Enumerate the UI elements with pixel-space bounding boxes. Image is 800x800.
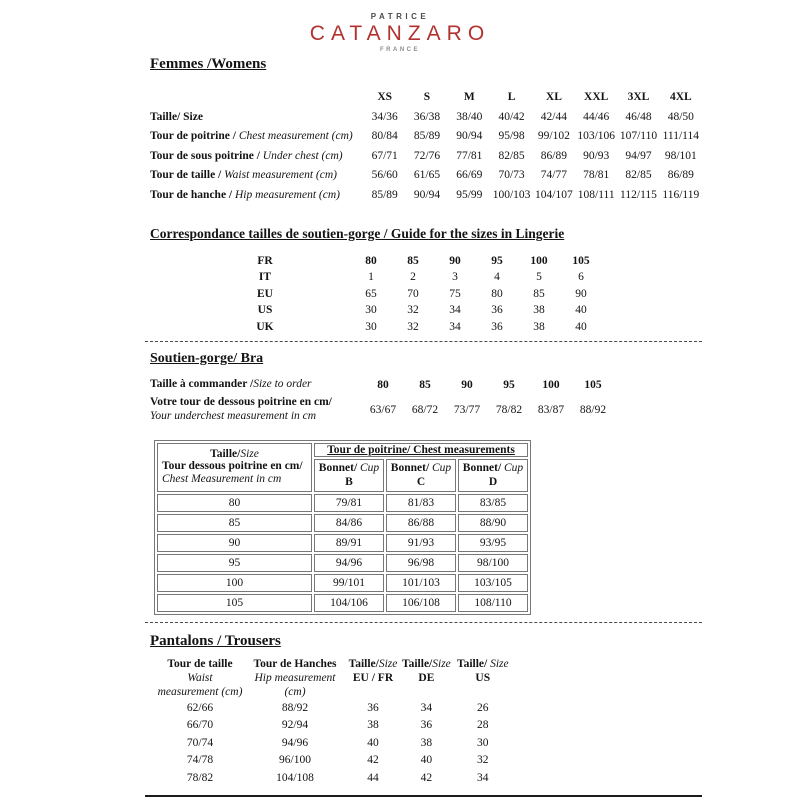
womens-size-column-header: 4XL	[669, 90, 692, 103]
bra-underchest-label: Votre tour de dessous poitrine en cm/ Your underchest measurement in cm	[150, 395, 332, 422]
cup-header-cup: Cup	[501, 462, 524, 474]
trousers-header-eu-fr: Taille/Size EU / FR	[348, 657, 398, 684]
trousers-table-cell: 34	[420, 701, 433, 714]
womens-table-cell: 116/119	[662, 188, 700, 201]
lingerie-table-cell: 36	[491, 320, 503, 333]
trousers-header-de: Taille/Size DE	[402, 657, 451, 684]
trousers-table-cell: 44	[367, 771, 379, 784]
womens-size-column-header: XL	[545, 90, 562, 103]
dashed-divider	[145, 622, 702, 623]
cup-header-cup: Cup	[357, 462, 380, 474]
cup-table-cell: 103/105	[458, 574, 528, 592]
cup-table-cell: 89/91	[314, 534, 384, 552]
lingerie-table-cell: 30	[365, 320, 377, 333]
womens-row-label	[150, 146, 364, 166]
womens-size-column-header: XXL	[584, 90, 609, 103]
bra-underchest-value: 83/87	[537, 403, 565, 416]
womens-table-cell: 40/42	[498, 110, 525, 123]
trousers-table-cell: 38	[420, 736, 433, 749]
lingerie-table-row	[180, 286, 602, 303]
cup-table-cell: 101/103	[386, 574, 456, 592]
cup-table-cell: 108/110	[458, 594, 528, 612]
lingerie-table-cell: 90	[575, 287, 587, 300]
brand-logo	[0, 0, 800, 53]
lingerie-row-label: US	[257, 304, 273, 317]
lingerie-table-cell: 95	[491, 254, 503, 267]
section-title-lingerie-guide: Correspondance tailles de soutien-gorge / Guide for the sizes in Lingerie	[150, 225, 565, 241]
bra-underchest-value: 68/72	[411, 403, 439, 416]
womens-table-cell: 108/111	[577, 188, 615, 201]
womens-table-cell: 85/89	[371, 188, 398, 201]
womens-table-cell: 46/48	[625, 110, 652, 123]
dashed-divider	[145, 341, 702, 342]
womens-row-label-en: Hip measurement (cm)	[235, 188, 340, 201]
cup-header-letter: D	[488, 476, 498, 489]
cup-table-group-header: Tour de poitrine/ Chest measurements	[314, 443, 528, 457]
womens-table-cell: 74/77	[540, 169, 567, 182]
cup-row-size: 90	[157, 534, 312, 552]
lingerie-table-row	[180, 269, 602, 286]
lingerie-table-cell: 80	[491, 287, 503, 300]
womens-table-cell: 48/50	[667, 110, 694, 123]
trousers-table-cell: 34	[477, 771, 489, 784]
trousers-table-cell: 96/100	[279, 754, 311, 767]
bra-order-value: 105	[584, 378, 602, 391]
womens-size-column-header: M	[463, 90, 475, 103]
lingerie-table-cell: 40	[575, 304, 587, 317]
womens-table-cell: 42/44	[540, 110, 567, 123]
trousers-table-cell: 38	[367, 719, 379, 732]
cup-row-size: 95	[157, 554, 312, 572]
bra-underchest-row	[150, 394, 614, 425]
womens-size-table	[150, 86, 702, 205]
womens-row-label	[150, 185, 364, 205]
cup-table-row	[157, 494, 528, 512]
womens-table-cell: 56/60	[371, 169, 398, 182]
cup-table-cell: 88/90	[458, 514, 528, 532]
page-bottom-rule	[145, 795, 702, 797]
lingerie-row-label: EU	[257, 287, 273, 300]
lingerie-table-cell: 85	[533, 287, 545, 300]
section-title-trousers: Pantalons / Trousers	[150, 632, 281, 649]
trousers-table-row	[154, 751, 515, 769]
cup-table-cell: 98/100	[458, 554, 528, 572]
bra-order-value: 100	[542, 378, 560, 391]
womens-table-cell: 86/89	[540, 149, 567, 162]
womens-row-label-fr: Tour de poitrine /	[150, 130, 239, 143]
cup-table-cell: 91/93	[386, 534, 456, 552]
lingerie-table-cell: 65	[365, 287, 377, 300]
trousers-table-cell: 42	[420, 771, 433, 784]
womens-row-label-en: Under chest (cm)	[262, 149, 343, 162]
womens-table-cell: 94/97	[625, 149, 652, 162]
cup-table-row	[157, 594, 528, 612]
cup-table-cell: 86/88	[386, 514, 456, 532]
womens-row-label	[150, 166, 364, 186]
trousers-table-cell: 94/96	[281, 736, 309, 749]
trousers-table-cell: 40	[367, 736, 379, 749]
womens-table-cell: 104/107	[535, 188, 573, 201]
cup-column-header	[314, 459, 384, 492]
bra-underchest-value: 88/92	[579, 403, 607, 416]
trousers-table-cell: 36	[420, 719, 433, 732]
womens-row-label	[150, 107, 364, 127]
lingerie-table-cell: 105	[572, 254, 590, 267]
womens-row-label-fr: Taille/ Size	[150, 110, 203, 123]
bra-order-value: 80	[377, 378, 389, 391]
trousers-table-cell: 28	[477, 719, 489, 732]
trousers-table-cell: 66/70	[186, 719, 214, 732]
womens-header-spacer	[150, 86, 364, 107]
section-title-womens: Femmes /Womens	[150, 56, 267, 72]
trousers-table-cell: 88/92	[281, 701, 309, 714]
cup-table-cell: 81/83	[386, 494, 456, 512]
cup-table-cell: 99/101	[314, 574, 384, 592]
womens-table-cell: 85/89	[413, 130, 441, 143]
bra-order-row	[150, 375, 614, 394]
cup-header-bonnet: Bonnet/	[318, 462, 358, 474]
trousers-table-row	[154, 716, 515, 734]
womens-row-label-fr: Tour de hanche /	[150, 188, 235, 201]
bra-underchest-value: 63/67	[369, 403, 397, 416]
womens-size-column-header: XS	[377, 90, 393, 103]
lingerie-table-row	[180, 302, 602, 319]
womens-table-cell: 36/38	[413, 110, 441, 123]
womens-table-cell: 99/102	[537, 130, 570, 143]
womens-table-cell: 90/94	[456, 130, 483, 143]
womens-table-cell: 66/69	[456, 169, 483, 182]
lingerie-table-cell: 30	[365, 304, 377, 317]
cup-header-letter: C	[416, 476, 426, 489]
womens-table-cell: 86/89	[667, 169, 694, 182]
trousers-table-cell: 30	[477, 736, 489, 749]
cup-table-cell: 79/81	[314, 494, 384, 512]
lingerie-table-cell: 80	[365, 254, 377, 267]
lingerie-row-label: IT	[258, 271, 272, 284]
lingerie-table-cell: 6	[578, 271, 584, 284]
womens-row-label-en: Chest measurement (cm)	[238, 130, 353, 143]
lingerie-table-cell: 3	[452, 271, 458, 284]
trousers-table-cell: 104/108	[276, 771, 314, 784]
lingerie-table-cell: 85	[407, 254, 419, 267]
cup-table-cell: 104/106	[314, 594, 384, 612]
trousers-table-cell: 92/94	[281, 719, 309, 732]
womens-size-column-header: S	[423, 90, 431, 103]
lingerie-table-cell: 38	[533, 320, 545, 333]
cup-header-bonnet: Bonnet/	[390, 462, 430, 474]
cup-table-cell: 96/98	[386, 554, 456, 572]
brand-logo-name: CATANZARO	[309, 22, 491, 45]
womens-size-column-header: L	[507, 90, 516, 103]
bra-order-value: 85	[419, 378, 431, 391]
lingerie-table-cell: 40	[575, 320, 587, 333]
lingerie-table-cell: 5	[536, 271, 542, 284]
womens-table-cell: 70/73	[498, 169, 525, 182]
trousers-table-cell: 74/78	[186, 754, 214, 767]
cup-column-header	[386, 459, 456, 492]
trousers-table-cell: 42	[367, 754, 379, 767]
lingerie-table-cell: 90	[449, 254, 461, 267]
womens-table-cell: 90/94	[413, 188, 441, 201]
lingerie-table-cell: 4	[494, 271, 500, 284]
lingerie-table-cell: 2	[410, 271, 416, 284]
trousers-table-cell: 26	[477, 701, 489, 714]
trousers-table-cell: 70/74	[186, 736, 214, 749]
womens-table-row	[150, 127, 702, 147]
lingerie-table-cell: 38	[533, 304, 545, 317]
bra-cup-table	[154, 440, 531, 615]
trousers-header-waist: Tour de taille Waist measurement (cm)	[157, 657, 243, 698]
trousers-table-cell: 32	[477, 754, 489, 767]
trousers-size-table	[154, 657, 515, 787]
womens-table-cell: 111/114	[662, 130, 700, 143]
lingerie-table-cell: 36	[491, 304, 503, 317]
womens-table-cell: 90/93	[583, 149, 610, 162]
cup-header-bonnet: Bonnet/	[462, 462, 502, 474]
cup-table-cell: 106/108	[386, 594, 456, 612]
womens-table-cell: 107/110	[619, 130, 658, 143]
brand-logo-top: PATRICE	[370, 12, 430, 21]
bra-underchest-value: 73/77	[453, 403, 481, 416]
womens-table-cell: 61/65	[413, 169, 441, 182]
lingerie-table-cell: 32	[407, 304, 419, 317]
lingerie-table-row	[180, 319, 602, 336]
cup-header-letter: B	[345, 476, 353, 489]
brand-logo-country: FRANCE	[380, 47, 420, 53]
trousers-table-row	[154, 769, 515, 787]
lingerie-table-row	[180, 253, 602, 270]
womens-table-cell: 103/106	[577, 130, 616, 143]
lingerie-table-cell: 100	[530, 254, 548, 267]
trousers-table-row	[154, 699, 515, 717]
bra-order-value: 90	[461, 378, 473, 391]
cup-table-group-row	[157, 443, 528, 457]
cup-table-row	[157, 574, 528, 592]
cup-header-cup: Cup	[429, 462, 452, 474]
womens-header-row	[150, 86, 702, 107]
womens-table-cell: 112/115	[620, 188, 657, 201]
womens-table-cell: 72/76	[413, 149, 441, 162]
womens-table-row	[150, 185, 702, 205]
trousers-header-row	[154, 657, 515, 699]
womens-row-label-fr: Tour de sous poitrine /	[150, 149, 263, 162]
cup-table-row	[157, 534, 528, 552]
lingerie-table-cell: 70	[407, 287, 419, 300]
trousers-header-hip: Tour de Hanches Hip measurement (cm)	[253, 657, 337, 698]
cup-row-size: 105	[157, 594, 312, 612]
womens-table-cell: 100/103	[492, 188, 531, 201]
womens-row-label-fr: Tour de taille /	[150, 169, 225, 182]
womens-table-cell: 67/71	[371, 149, 398, 162]
womens-table-cell: 77/81	[456, 149, 483, 162]
size-guide-content	[150, 56, 702, 786]
womens-table-row	[150, 146, 702, 166]
cup-table-cell: 83/85	[458, 494, 528, 512]
bra-underchest-value: 78/82	[495, 403, 523, 416]
womens-table-cell: 98/101	[664, 149, 697, 162]
womens-row-label-en: Waist measurement (cm)	[224, 169, 337, 182]
womens-table-cell: 82/85	[625, 169, 652, 182]
lingerie-row-label: UK	[256, 320, 274, 333]
trousers-table-cell: 36	[367, 701, 379, 714]
womens-table-cell: 38/40	[456, 110, 483, 123]
lingerie-table-cell: 1	[368, 271, 374, 284]
womens-table-cell: 95/98	[498, 130, 525, 143]
womens-size-column-header: 3XL	[627, 90, 650, 103]
womens-table-cell: 80/84	[371, 130, 398, 143]
cup-row-size: 85	[157, 514, 312, 532]
bra-order-label: Taille à commander /Size to order	[150, 377, 312, 390]
lingerie-correspondence-table	[180, 253, 602, 336]
cup-table-cell: 93/95	[458, 534, 528, 552]
cup-table-row	[157, 554, 528, 572]
womens-row-label	[150, 127, 364, 147]
cup-table-cell: 94/96	[314, 554, 384, 572]
lingerie-table-cell: 34	[449, 304, 461, 317]
lingerie-row-label: FR	[257, 254, 273, 267]
cup-row-size: 80	[157, 494, 312, 512]
cup-column-header	[458, 459, 528, 492]
womens-table-cell: 34/36	[371, 110, 398, 123]
trousers-table-cell: 78/82	[186, 771, 214, 784]
cup-table-cell: 84/86	[314, 514, 384, 532]
trousers-table-row	[154, 734, 515, 752]
section-title-bra: Soutien-gorge/ Bra	[150, 351, 264, 366]
womens-table-row	[150, 166, 702, 186]
womens-table-cell: 78/81	[583, 169, 610, 182]
womens-table-cell: 95/99	[456, 188, 483, 201]
bra-order-value: 95	[503, 378, 515, 391]
womens-table-cell: 82/85	[498, 149, 525, 162]
lingerie-table-cell: 32	[407, 320, 419, 333]
cup-table-corner-cell: Taille/Size Tour dessous poitrine en cm/ Chest Measurement in cm	[157, 443, 312, 492]
lingerie-table-cell: 34	[449, 320, 461, 333]
womens-table-cell: 44/46	[583, 110, 610, 123]
trousers-table-cell: 62/66	[186, 701, 214, 714]
cup-table-row	[157, 514, 528, 532]
trousers-header-us: Taille/ Size US	[456, 657, 509, 684]
womens-table-row	[150, 107, 702, 127]
cup-row-size: 100	[157, 574, 312, 592]
trousers-table-cell: 40	[420, 754, 433, 767]
bra-order-table	[150, 375, 614, 425]
lingerie-table-cell: 75	[449, 287, 461, 300]
